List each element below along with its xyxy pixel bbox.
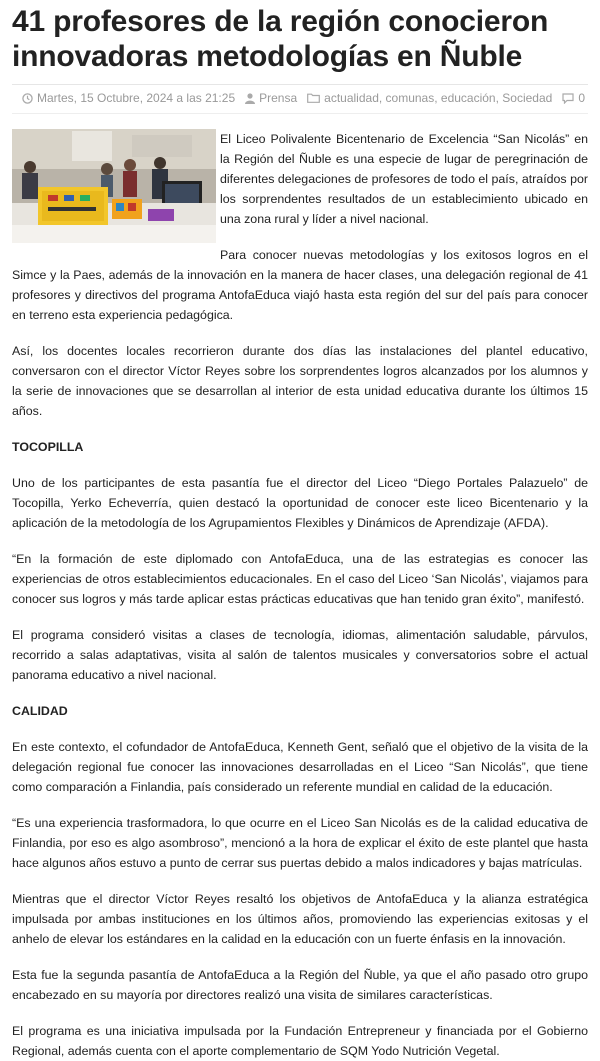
paragraph-2: Para conocer nuevas metodologías y los exitosos logros en el Simce y la Paes, además de la innovación en la manera de hacer clases, una delegación regional de 41 profesores y directivos del programa AntofaEduca viajó hasta esta región del sur del país para conocer en terreno esta experiencia pedagógica. xyxy=(12,248,588,322)
paragraph-1: El Liceo Polivalente Bicentenario de Excelencia “San Nicolás” en la Región del Ñuble es una especie de lugar de peregrinación de diferentes delegaciones de profesores de todo el país, atraídos por los sorprendentes resultados de un establecimiento ubicado en una zona rural y líder a nivel nacional. xyxy=(220,132,588,226)
paragraph-9: Mientras que el director Víctor Reyes resaltó los objetivos de AntofaEduca y la alianza estratégica impulsada por ambas instituciones en los últimos años, promoviendo las experiencias exitosas y el anhelo de elevar los estándares en la calidad en la educación con un fuerte énfasis en la innovación. xyxy=(12,892,588,946)
article-body xyxy=(12,129,588,1061)
post-categories xyxy=(307,91,552,105)
paragraph-11: El programa es una iniciativa impulsada por la Fundación Entrepreneur y financiada por el Gobierno Regional, además cuenta con el aporte complementario de SQM Yodo Nutrición Vegetal. xyxy=(12,1024,588,1058)
paragraph-4: Uno de los participantes de esta pasantía fue el director del Liceo “Diego Portales Palazuelo” de Tocopilla, Yerko Echeverría, quien destacó la oportunidad de conocer este liceo Bicentenario y la aplicación de la metodología de los Agrupamientos Flexibles y Dinámicos de Aprendizaje (AFDA). xyxy=(12,476,588,530)
post-meta xyxy=(12,85,588,111)
post-comments[interactable] xyxy=(562,91,585,105)
paragraph-3: Así, los docentes locales recorrieron durante dos días las instalaciones del plantel educativo, conversaron con el director Víctor Reyes sobre los sorprendentes logros alcanzados por los alumnos y la serie de innovaciones que se desarrollan al interior de esta unidad educativa durante los últimos 15 años. xyxy=(12,344,588,418)
clock-icon xyxy=(22,93,33,104)
post-author-link[interactable]: Prensa xyxy=(259,91,298,105)
paragraph-10: Esta fue la segunda pasantía de AntofaEduca a la Región del Ñuble, ya que el año pasado otro grupo encabezado en su mayoría por directores realizó una visita de similares características. xyxy=(12,968,588,1002)
section-heading-tocopilla: TOCOPILLA xyxy=(12,440,84,454)
paragraph-6: El programa consideró visitas a clases de tecnología, idiomas, alimentación saludable, párvulos, recorrido a salas adaptativas, visita al salón de talentos musicales y conversatorios sobre el actual panorama educativo a nivel nacional. xyxy=(12,628,588,682)
article-title: 41 profesores de la región conocieron innovadoras metodologías en Ñuble xyxy=(12,5,549,73)
classroom-photo xyxy=(12,129,216,243)
post-date xyxy=(22,91,235,105)
user-icon xyxy=(245,93,255,104)
post-comments-count[interactable]: 0 xyxy=(578,91,585,105)
folder-icon xyxy=(307,93,320,103)
post-date-text: Martes, 15 Octubre, 2024 a las 21:25 xyxy=(37,91,236,105)
article-photo[interactable] xyxy=(12,129,216,243)
post-categories-links[interactable]: actualidad, comunas, educación, Sociedad xyxy=(324,91,553,105)
article xyxy=(12,4,588,1061)
section-heading-calidad: CALIDAD xyxy=(12,704,68,718)
paragraph-7: En este contexto, el cofundador de AntofaEduca, Kenneth Gent, señaló que el objetivo de la visita de la delegación regional fue conocer las innovaciones desarrolladas en el Liceo “San Nicolás”, que tiene como comparación a Finlandia, país considerado un referente mundial en calidad de la educación. xyxy=(12,740,588,794)
meta-divider xyxy=(12,113,588,114)
paragraph-8: “Es una experiencia trasformadora, lo que ocurre en el Liceo San Nicolás es de la calidad educativa de Finlandia, por eso es algo asombroso”, mencionó a la hora de explicar el éxito de este plantel que hasta hace algunos años estuvo a punto de cerrar sus puertas debido a malos indicadores y bajas matrículas. xyxy=(12,816,588,870)
comment-icon xyxy=(562,93,574,104)
post-author[interactable] xyxy=(245,91,297,105)
paragraph-5: “En la formación de este diplomado con AntofaEduca, una de las estrategias es conocer las experiencias de otros establecimientos educacionales. En el caso del Liceo ‘San Nicolás’, viajamos para conocer sus logros y más tarde aplicar estas prácticas educativas que han tenido gran éxito”, manifestó. xyxy=(12,552,588,606)
